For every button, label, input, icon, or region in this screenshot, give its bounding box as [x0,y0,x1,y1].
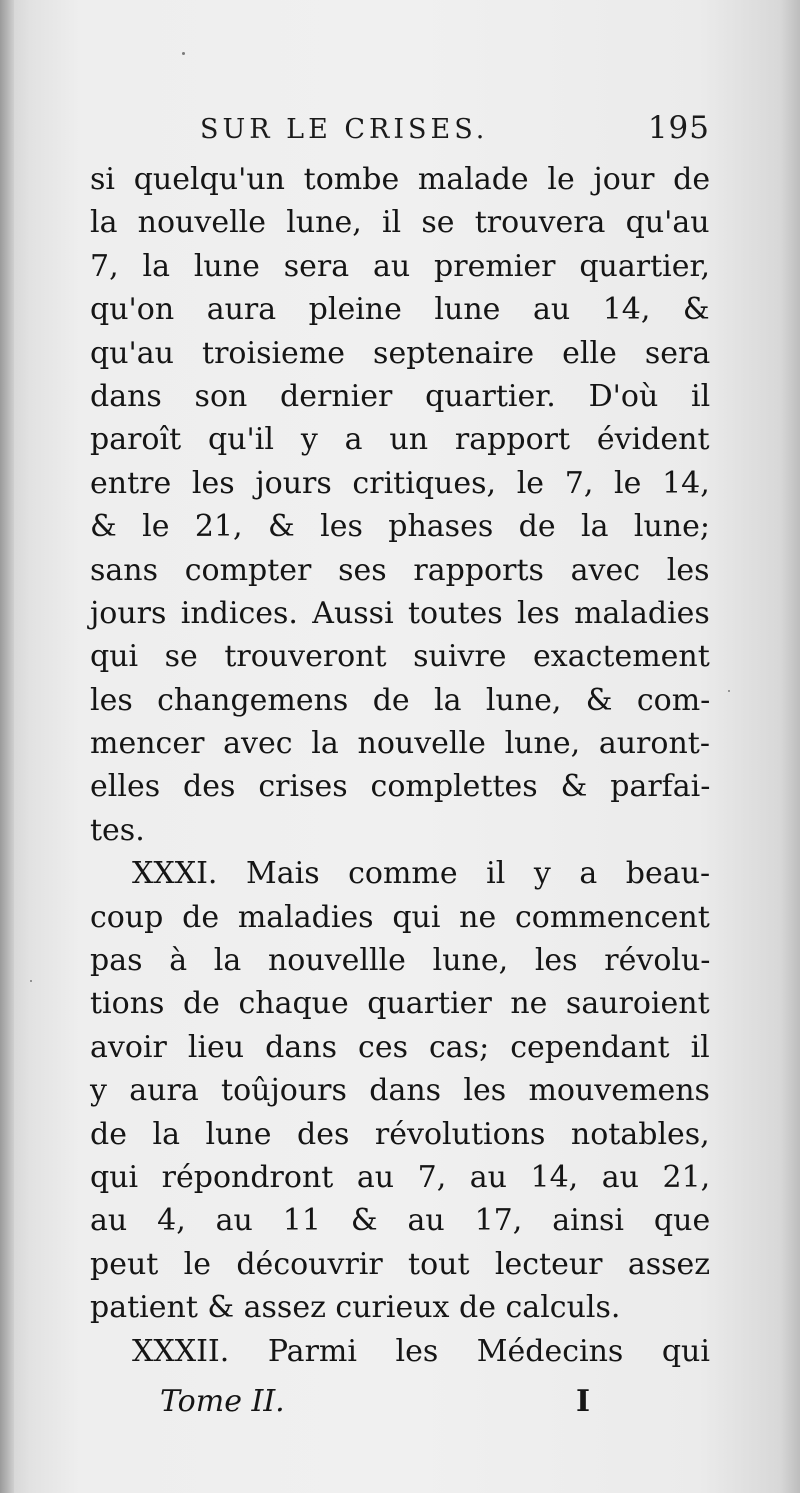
running-title: SUR LE CRISES. [200,114,489,145]
text-line: qu'on aura pleine lune au 14, & [90,292,710,328]
text-line: patient & assez curieux de calculs. [90,1290,621,1326]
text-line: sans compter ses rapports avec les [90,552,710,588]
body-text [90,158,710,1373]
text-line: qui se trouveront suivre exactement [90,639,710,675]
ink-speck [30,980,32,982]
text-line: pas à la nouvellle lune, les révolu- [90,943,711,979]
text-line: entre les jours critiques, le 7, le 14, [90,465,710,501]
text-line: de la lune des révolutions notables, [90,1116,710,1152]
text-line: qu'au troisieme septenaire elle sera [90,335,711,371]
page-footer [160,1380,590,1430]
section-heading-xxxi: XXXI. Mais comme il y a beau- [132,856,711,892]
text-line: y aura toûjours dans les mouvemens [90,1073,710,1109]
page-header [200,108,710,158]
text-line: si quelqu'un tombe malade le jour de [90,162,711,197]
signature-mark: I [575,1384,590,1419]
text-line: qui répondront au 7, au 14, au 21, [90,1159,711,1195]
text-line: paroît qu'il y a un rapport évident [90,422,710,458]
text-line: elles des crises complettes & parfai- [90,769,711,805]
page-number: 195 [647,110,710,146]
text-line: mencer avec la nouvelle lune, auront- [90,726,710,762]
volume-label: Tome II. [160,1384,285,1419]
text-line: dans son dernier quartier. D'où il [90,378,711,414]
section-heading-xxxii: XXXII. Parmi les Médecins qui [132,1333,710,1369]
text-line: les changemens de la lune, & com- [90,682,711,718]
text-line: tes. [90,812,145,848]
text-line: & le 21, & les phases de la lune; [90,509,710,545]
text-line: peut le découvrir tout lecteur assez [90,1246,711,1282]
text-line: au 4, au 11 & au 17, ainsi que [90,1203,711,1239]
text-line: 7, la lune sera au premier quartier, [90,248,711,284]
ink-speck [182,52,185,55]
ink-speck [728,690,730,692]
text-line: tions de chaque quartier ne sauroient [90,986,710,1022]
text-line: jours indices. Aussi toutes les maladies [90,595,710,631]
text-line: la nouvelle lune, il se trouvera qu'au [90,205,710,241]
text-line: coup de maladies qui ne commencent [90,899,710,935]
text-line: avoir lieu dans ces cas; cependant il [90,1029,710,1065]
